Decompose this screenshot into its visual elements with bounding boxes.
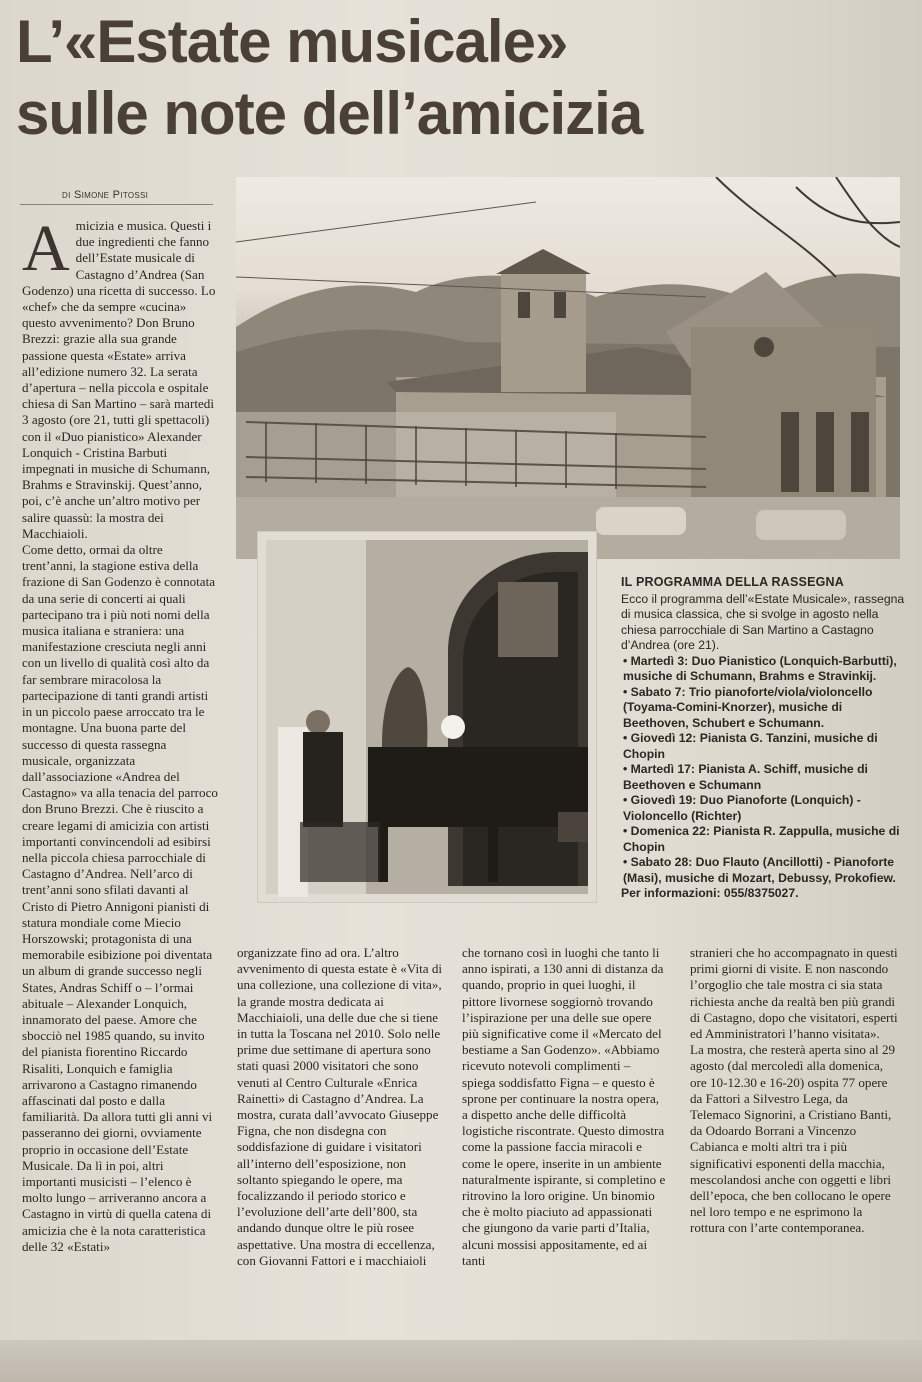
headline-line-1: L’«Estate musicale» [16, 8, 568, 75]
program-item: • Domenica 22: Pianista R. Zappulla, musiche di Chopin [623, 824, 900, 854]
article-column-2 [237, 945, 442, 1325]
article-col1-text: micizia e musica. Questi i due ingredienti che fanno dell’Estate musicale di Castagno d’Andrea (San Godenzo) una ricetta di successo. Lo «chef» che da sempre «cucina» questo avvenimento? Don Bruno Brezzi: grazie alla sua grande passione questa «Estate» arriva all’edizione numero 32. La serata d’apertura – nella piccola e ospitale chiesa di San Martino – sarà martedì 3 agosto (ore 21, tutti gli spettacoli) con il «Duo pianistico» Alexander Lonquich - Cristina Barbuti impegnati in musiche di Schumann, Brahms e Stravinskij. Quest’anno, poi, c’è anche un’altro motivo per salire quassù: la mostra dei Macchiaioli. [22, 218, 216, 541]
headline [16, 6, 896, 150]
article-column-3 [462, 945, 667, 1330]
church-photo [236, 177, 900, 559]
page-bottom-edge [0, 1340, 922, 1382]
program-item: • Sabato 28: Duo Flauto (Ancillotti) - Pianoforte (Masi), musiche di Mozart, Debussy, Prokofiew. [623, 855, 896, 885]
program-title: IL PROGRAMMA DELLA RASSEGNA [621, 575, 844, 589]
program-intro: Ecco il programma dell’«Estate Musicale», rassegna di musica classica, che si svolge in agosto nella chiesa parrocchiale di San Martino a Castagno d’Andrea (ore 21). [621, 591, 905, 652]
program-item: • Giovedì 12: Pianista G. Tanzini, musiche di Chopin [623, 731, 878, 761]
program-box [621, 575, 905, 925]
article-col4b-text: La mostra, che resterà aperta sino al 29 agosto (dal mercoledì alla domenica, ore 10-12.30 e 16-20) ospita 77 opere da Fattori a Silvestro Lega, da Telemaco Signorini, a Cristiano Banti, da Odoardo Borrani a Vincenzo Cabianca e molti altri tra i più significativi esponenti della macchia, mescolandosi anche con oggetti e libri dell’epoca, che ben collocano le opere nel loro tempo e ne esprimono la rottura con l’arte contemporanea. [690, 1042, 896, 1236]
byline-rule [20, 204, 213, 205]
headline-line-2: sulle note dell’amicizia [16, 80, 643, 147]
program-item: • Sabato 7: Trio pianoforte/viola/violoncello (Toyama-Comini-Knorzer), musiche di Beethoven, Schubert e Schumann. [623, 684, 873, 730]
article-column-1 [22, 218, 218, 1338]
article-column-4 [690, 945, 900, 1330]
concert-photo [258, 532, 596, 902]
article-col2-text: organizzate fino ad ora. L’altro avvenimento di questa estate è «Vita di una collezione, una collezione di vita», la grande mostra dedicata ai Macchiaioli, una delle due che si tiene in tutta la Toscana nel 2010. Solo nelle prime due settimane di apertura sono stati quasi 2000 visitatori che sono venuti al Centro Culturale «Enrica Rainetti» di Castagno d’Andrea. La mostra, curata dall’avvocato Giuseppe Figna, che non disdegna con soddisfazione di guidare i visitatori all’interno dell’esposizione, non soltanto spiegando le opere, ma focalizzando il periodo storico e l’evoluzione dell’arte dell’800, sta andando dunque oltre le più rosee aspettative. Una mostra di eccellenza, con Giovanni Fattori e i macchiaioli [237, 945, 442, 1268]
program-list [621, 654, 905, 887]
article-col1b-text: Come detto, ormai da oltre trent’anni, la stagione estiva della frazione di San Godenzo è connotata da una serie di concerti ai quali partecipano tra i più noti nomi della musica italiana e straniera: una manifestazione cresciuta negli anni con un livello di qualità così alto da far sembrare miracolosa la partecipazione di tanti grandi artisti in un piccolo paese arroccato tra le montagne. Una buona parte del successo di questa rassegna musicale, organizzata dall’associazione «Andrea del Castagno» va alla tenacia del parroco don Bruno Brezzi. Che è riuscito a creare legami di amicizia con artisti importanti convincendoli ad esibirsi nella piccola chiesa parrocchiale di Castagno d’Andrea. Nell’arco di trent’anni sono sfilati davanti al Cristo di Pietro Annigoni pianisti di statura mondiale come Miecio Horszowski; protagonista di una memorabile esibizione poi diventata un album di grande successo negli States, Andras Schiff o – l’ormai abituale – Alexander Lonquich, innamorato del paese. Amore che sbocciò nel 1985 quando, su invito del pianista fiorentino Riccardo Risaliti, Lonquich e famiglia arrivarono a Castagno rimanendo affascinati dal posto e dalla familiarità. Da allora tutti gli anni vi passeranno dei giorni, ovviamente proprio in occasione dell’Estate Musicale. Da lì in poi, altri importanti musicisti – l’elenco è molto lungo – arriveranno ancora a Castagno in virtù di quella catena di amicizia che è la nota caratteristica delle 32 «Estati» [22, 542, 218, 1254]
program-item: • Martedì 17: Pianista A. Schiff, musiche di Beethoven e Schumann [623, 762, 868, 792]
program-info: Per informazioni: 055/8375027. [621, 886, 799, 900]
byline: di Simone Pitossi [62, 189, 149, 201]
dropcap: A [22, 218, 70, 285]
article-col4-text: stranieri che ho accompagnato in questi primi giorni di visite. E non nascondo l’orgoglio che tale mostra ci sia stata richiesta anche da realtà ben più grandi di Castagno, dopo che visitatori, esperti ed Amministratori l’hanno visitata». [690, 945, 898, 1042]
article-col3-text: che tornano così in luoghi che tanto li anno ispirati, a 130 anni di distanza da quando, proprio in quei luoghi, il pittore livornese soggiornò trovando l’ispirazione per una delle sue opere più significative come il «Mercato del bestiame a San Godenzo». «Abbiamo ricevuto notevoli complimenti – spiega soddisfatto Figna – e questo è sprone per continuare la nostra opera, a dispetto anche delle difficoltà logistiche riscontrate. Questo dimostra come la passione faccia miracoli e come le opere, inserite in un ambiente naturalmente ispirante, si completino e ritrovino la loro origine. Un binomio che è molto piaciuto ad appassionati che giungono da varie parti d’Italia, alcuni mossisi appositamente, ed ai tanti [462, 945, 666, 1268]
concert-illustration [258, 532, 596, 902]
church-illustration [236, 177, 900, 559]
program-item: • Martedì 3: Duo Pianistico (Lonquich-Barbutti), musiche di Schumann, Brahms e Stravinkij. [623, 653, 897, 683]
program-item: • Giovedì 19: Duo Pianoforte (Lonquich) - Violoncello (Richter) [623, 793, 861, 823]
